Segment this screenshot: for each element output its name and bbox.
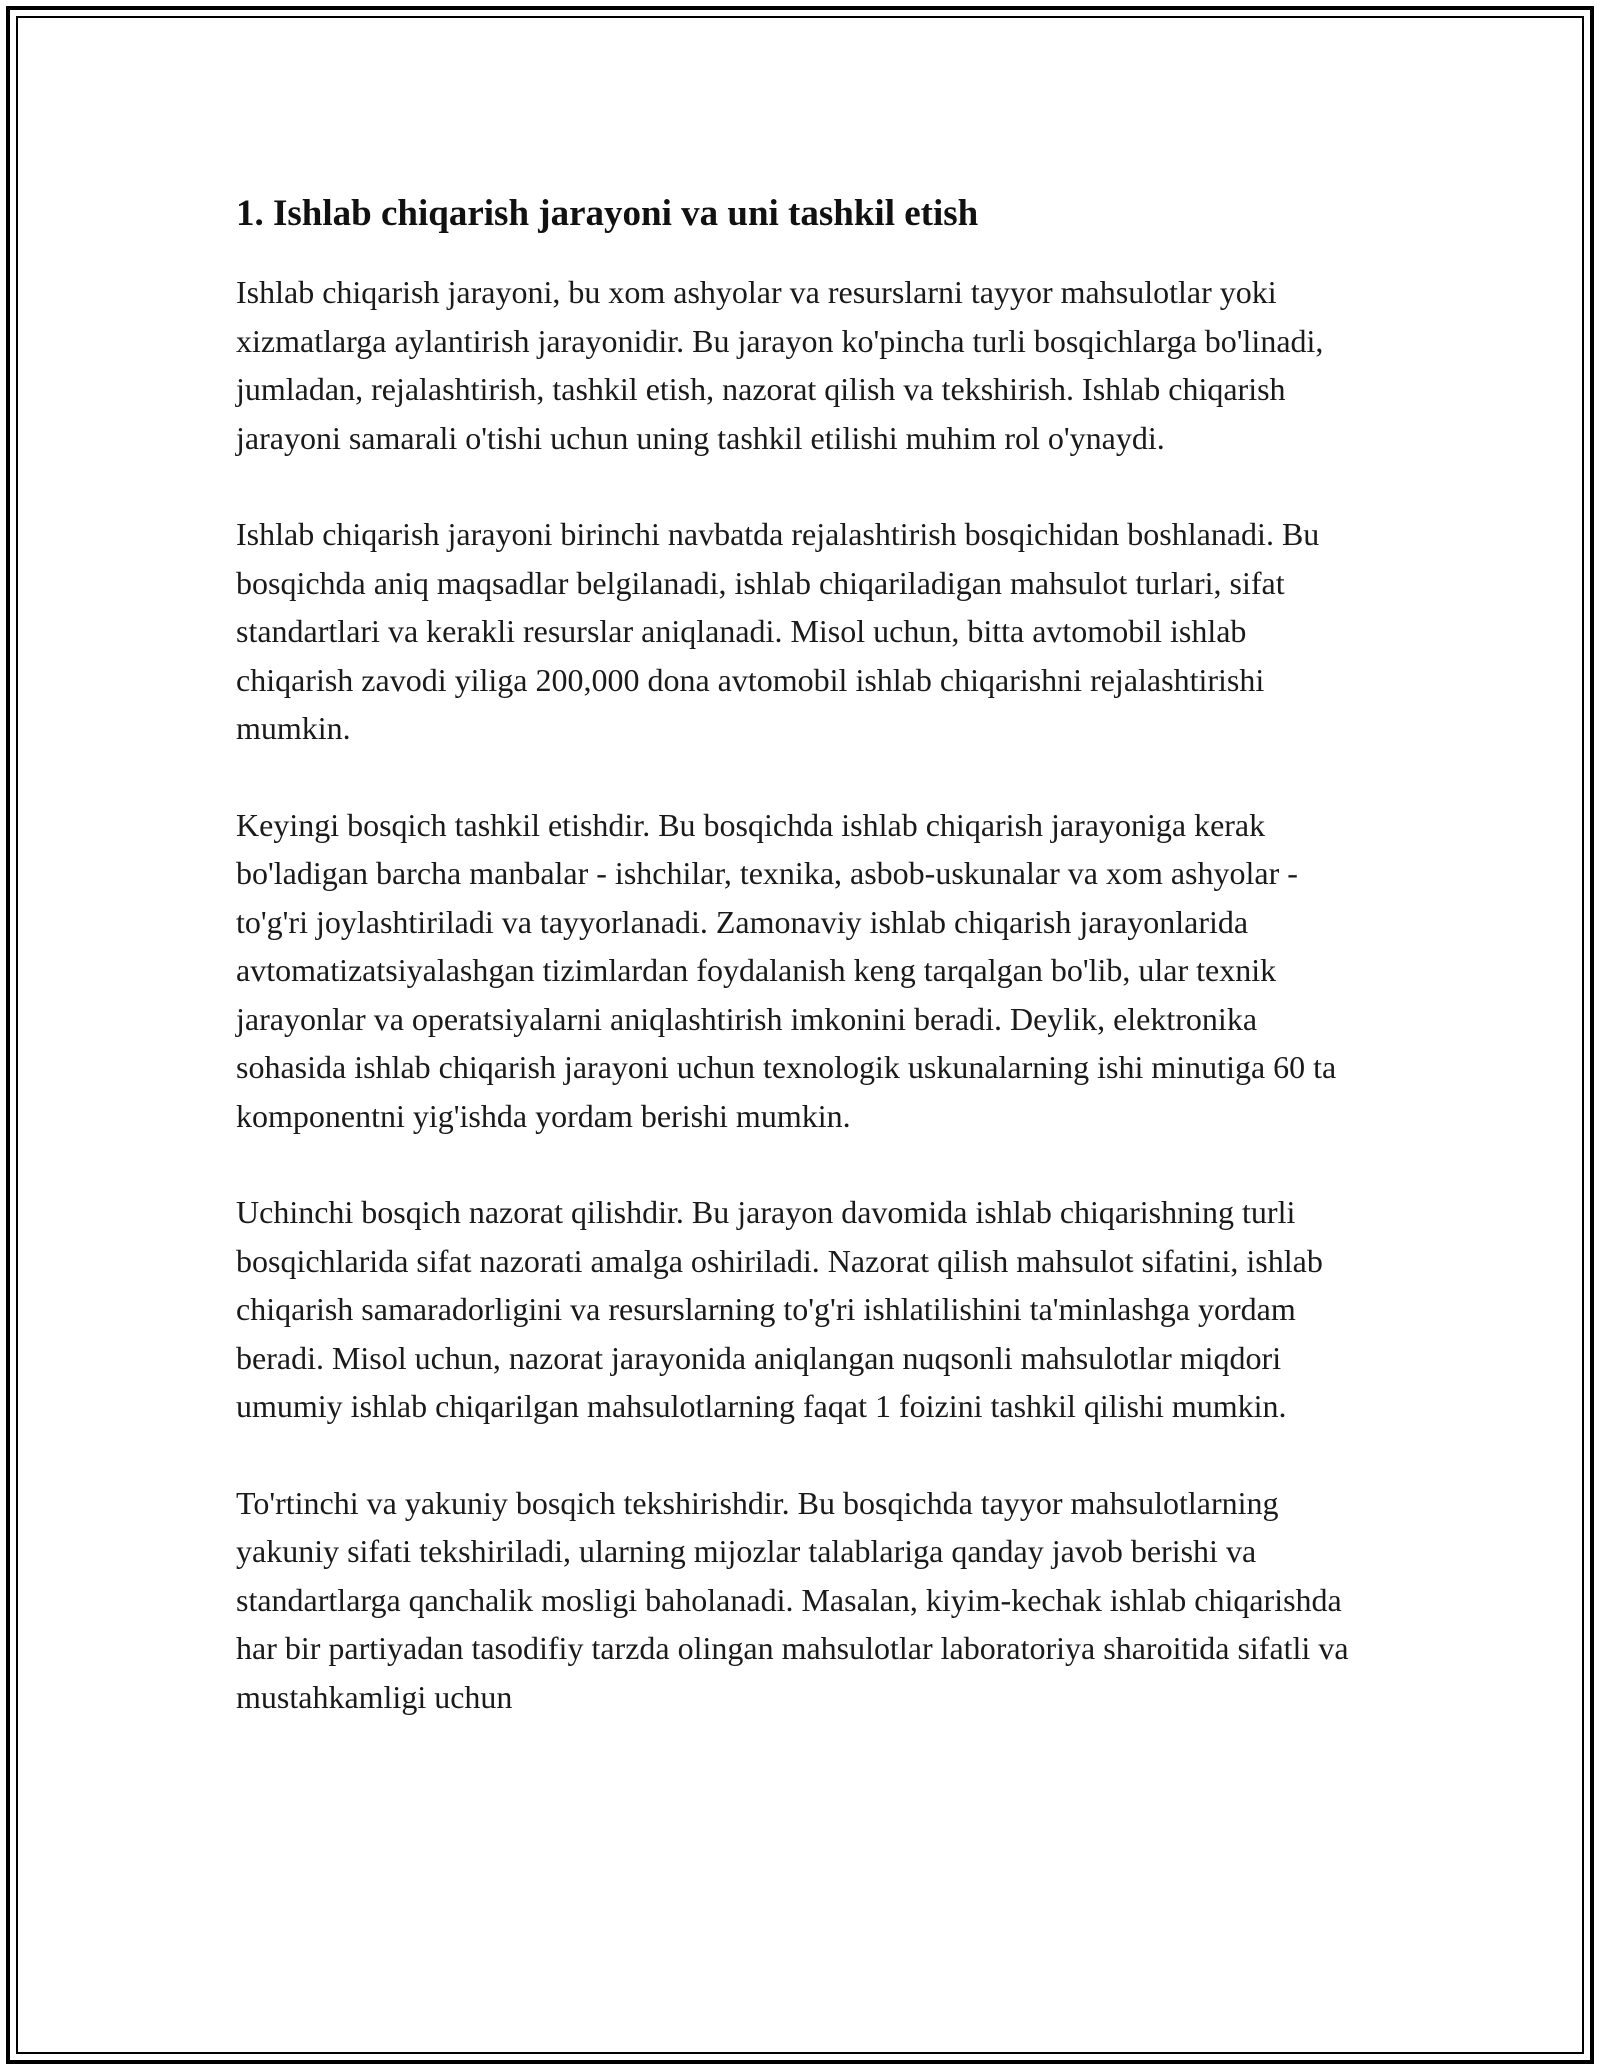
paragraph-organizing: Keyingi bosqich tashkil etishdir. Bu bosqichda ishlab chiqarish jarayoniga kerak bo'ladigan barcha manbalar - ishchilar, texnika, asbob-uskunalar va xom ashyolar - to'g'ri joylashtiriladi va tayyorlanadi. Zamonaviy ishlab chiqarish jarayonlarida avtomatizatsiyalashgan tizimlardan foydalanish keng tarqalgan bo'lib, ular texnik jarayonlar va operatsiyalarni aniqlashtirish imkonini beradi. Deylik, elektronika sohasida ishlab chiqarish jarayoni uchun texnologik uskunalarning ishi minutiga 60 ta komponentni yig'ishda yordam berishi mumkin.	[236, 806, 1337, 1134]
paragraph-control: Uchinchi bosqich nazorat qilishdir. Bu jarayon davomida ishlab chiqarishning turli bosqichlarida sifat nazorati amalga oshiriladi. Nazorat qilish mahsulot sifatini, ishlab chiqarish samaradorligini va resurslarning to'g'ri ishlatilishini ta'minlashga yordam beradi. Misol uchun, nazorat jarayonida aniqlangan nuqsonli mahsulotlar miqdori umumiy ishlab chiqarilgan mahsulotlarning faqat 1 foizini tashkil qilishi mumkin.	[236, 1194, 1323, 1424]
paragraph-planning: Ishlab chiqarish jarayoni birinchi navbatda rejalashtirish bosqichidan boshlanadi. Bu bosqichda aniq maqsadlar belgilanadi, ishlab chiqariladigan mahsulot turlari, sifat standartlari va kerakli resurslar aniqlanadi. Misol uchun, bitta avtomobil ishlab chiqarish zavodi yiliga 200,000 dona avtomobil ishlab chiqarishni rejalashtirishi mumkin.	[236, 516, 1320, 746]
paragraph-intro: Ishlab chiqarish jarayoni, bu xom ashyolar va resurslarni tayyor mahsulotlar yoki xizmatlarga aylantirish jarayonidir. Bu jarayon ko'pincha turli bosqichlarga bo'linadi, jumladan, rejalashtirish, tashkil etish, nazorat qilish va tekshirish. Ishlab chiqarish jarayoni samarali o'tishi uchun uning tashkil etilishi muhim rol o'ynaydi.	[236, 274, 1324, 456]
document-title: 1. Ishlab chiqarish jarayoni va uni tashkil etish	[236, 193, 979, 234]
document-body	[236, 188, 1366, 1769]
paragraph-inspection: To'rtinchi va yakuniy bosqich tekshirishdir. Bu bosqichda tayyor mahsulotlarning yakuniy sifati tekshiriladi, ularning mijozlar talablariga qanday javob berishi va standartlarga qanchalik mosligi baholanadi. Masalan, kiyim-kechak ishlab chiqarishda har bir partiyadan tasodifiy tarzda olingan mahsulotlar laboratoriya sharoitida sifatli va mustahkamligi uchun	[236, 1484, 1349, 1715]
